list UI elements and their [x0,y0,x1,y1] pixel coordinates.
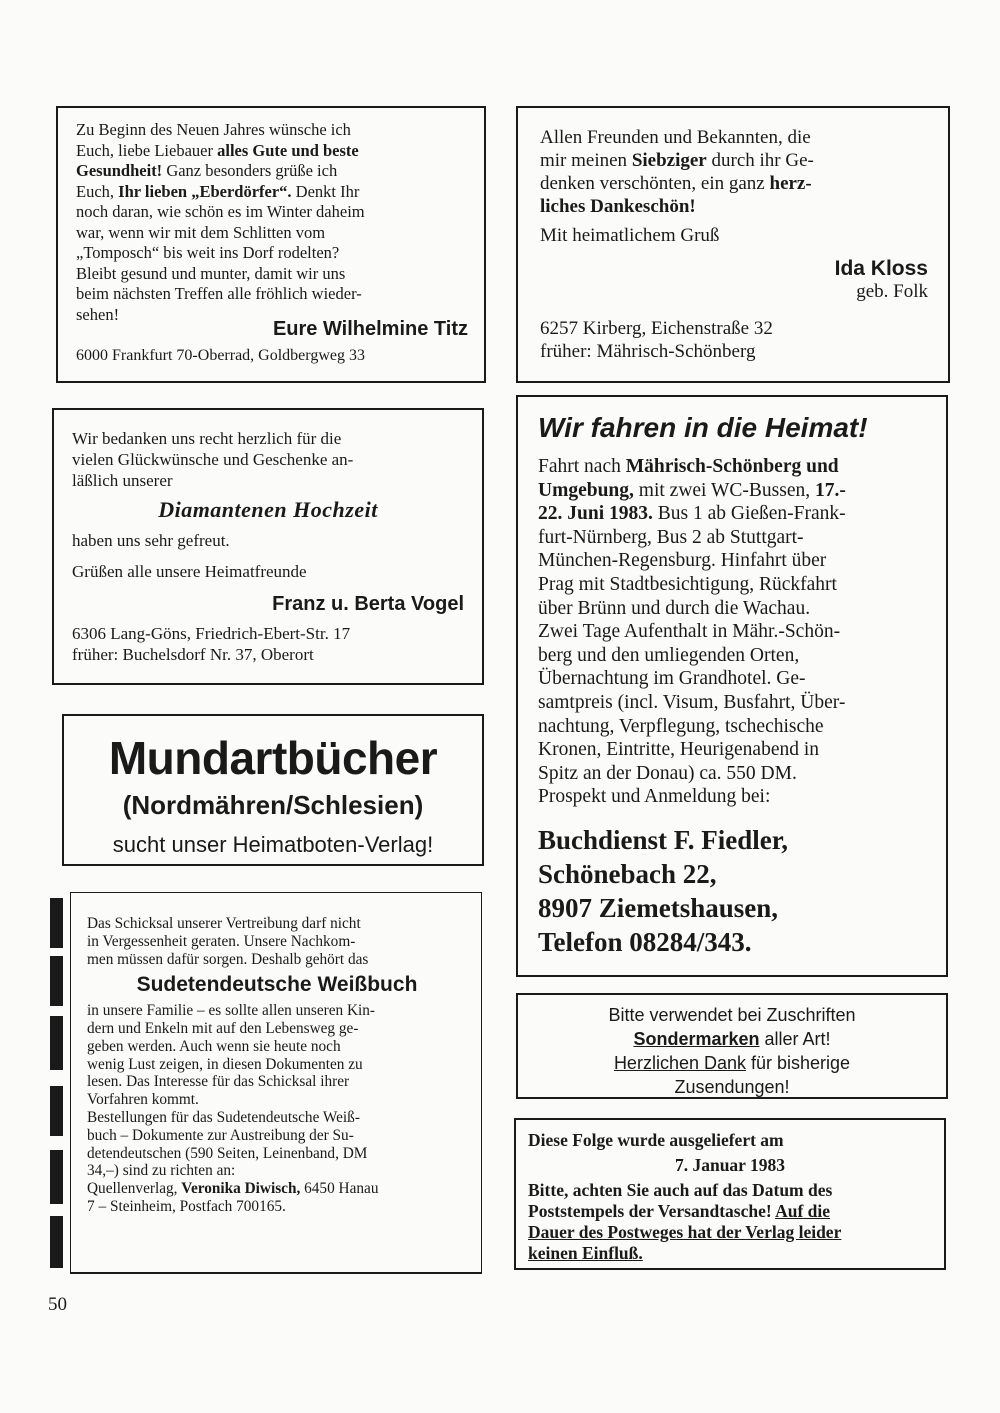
ad3-line: Wir bedanken uns recht herzlich für die [72,429,342,448]
ad3-line: läßlich unserer [72,471,173,490]
ad3-address: früher: Buchelsdorf Nr. 37, Oberort [72,645,314,664]
ad6-line: Spitz an der Donau) ca. 550 DM. [538,762,797,784]
ad2-line: denken verschönten, ein ganz herz- [540,173,812,194]
ad2-line: Mit heimatlichem Gruß [540,225,720,246]
ad1-line: sehen! [76,304,120,324]
ad1-line: Euch, liebe Liebauer alles Gute und beste [76,140,359,160]
ad1-line: „Tomposch“ bis weit ins Dorf rodelten? [76,243,340,262]
ad6-line: Umgebung, mit zwei WC-Bussen, 17.- [538,479,846,501]
ad6-line: nachtung, Verpflegung, tschechische [538,715,824,737]
ad-birthday-thanks [516,106,950,383]
ad3-signature: Franz u. Berta Vogel [272,593,464,615]
decorative-bar [50,956,63,1006]
ad8-line: Diese Folge wurde ausgeliefert am [528,1130,784,1150]
ad7-line: Sondermarken aller Art! [633,1029,831,1049]
ad6-line: über Brünn und durch die Wachau. [538,597,811,619]
ad-anniversary-thanks [52,408,484,685]
ad5-line: in unsere Familie – es sollte allen unseren Kin- [87,1002,376,1020]
ad6-contact-line: Schönebach 22, [538,858,717,889]
ad6-line: Prag mit Stadtbesichtigung, Rückfahrt [538,573,837,595]
ad3-occasion: Diamantenen Hochzeit [158,497,378,522]
ad6-line: Übernachtung im Grandhotel. Ge- [538,668,806,690]
decorative-bar [50,898,63,948]
ad1-line: Bleibt gesund und munter, damit wir uns [76,263,346,283]
ad6-contact-line: Buchdienst F. Fiedler, [538,824,789,855]
ad6-line: München-Regensburg. Hinfahrt über [538,550,827,572]
ad7-line: Herzlichen Dank für bisherige [613,1053,851,1073]
ad2-address: 6257 Kirberg, Eichenstraße 32 [540,318,773,339]
ad1-line: Gesundheit! Ganz besonders grüße ich [76,161,338,180]
ad6-line: Prospekt und Anmeldung bei: [538,786,771,808]
ad5-line: 7 – Steinheim, Postfach 700165. [87,1197,286,1215]
ad6-line: samtpreis (incl. Visum, Busfahrt, Über- [538,691,846,713]
ad3-address: 6306 Lang-Göns, Friedrich-Ebert-Str. 17 [72,624,351,643]
ad-dialect-books [62,714,484,866]
ad3-line: Grüßen alle unsere Heimatfreunde [72,562,307,581]
ad5-line: Vorfahren kommt. [87,1091,199,1109]
ad6-contact [538,823,928,959]
ad5-line: wenig Lust zeigen, in diesen Dokumenten zu [87,1055,363,1073]
ad1-line: noch daran, wie schön es im Winter daheim [76,202,365,221]
ad5-line: buch – Dokumente zur Austreibung der Su- [87,1126,354,1144]
ad5-line: lesen. Das Interesse für das Schicksal ihrer [87,1073,350,1091]
ad2-signature: Ida Kloss [834,257,928,280]
ad5-line: Das Schicksal unserer Vertreibung darf nicht [87,915,361,932]
ad1-line: war, wenn wir mit dem Schlitten vom [76,222,326,242]
decorative-bar [50,1086,63,1136]
ad1-signature: Eure Wilhelmine Titz [272,318,468,340]
ad2-line: mir meinen Siebziger durch ihr Ge- [540,150,814,171]
ad6-contact-line: 8907 Ziemetshausen, [538,892,779,923]
ad4-tagline: sucht unser Heimatboten-Verlag! [112,832,434,857]
ad-stamps-request [516,993,948,1099]
ad1-address: 6000 Frankfurt 70-Oberrad, Goldbergweg 33 [76,346,365,364]
ad8-line: keinen Einfluß. [528,1243,643,1263]
ad5-headline: Sudetendeutsche Weißbuch [136,973,418,997]
ad1-line: Euch, Ihr lieben „Eberdörfer“. Denkt Ihr [76,181,360,201]
ad7-line: Bitte verwendet bei Zuschriften [608,1005,856,1025]
ad6-line: berg und den umliegenden Orten, [538,644,800,666]
ad2-signature-maiden: geb. Folk [856,281,928,302]
ad3-line: vielen Glückwünsche und Geschenke an- [72,450,354,469]
ad4-title: Mundartbücher [108,732,438,784]
ad6-line: furt-Nürnberg, Bus 2 ab Stuttgart- [538,526,804,548]
ad6-contact-line: Telefon 08284/343. [538,926,752,957]
ad5-line: detendeutschen (590 Seiten, Leinenband, DM [87,1144,368,1162]
ad1-line: Zu Beginn des Neuen Jahres wünsche ich [76,120,351,139]
ad2-line: liches Dankeschön! [540,196,696,217]
decorative-bar [50,1016,63,1070]
ad5-line: Quellenverlag, Veronika Diwisch, 6450 Hanau [87,1180,379,1198]
ad-homeland-trip [516,395,948,977]
ad7-line: Zusendungen! [674,1077,790,1097]
ad6-line: Zwei Tage Aufenthalt in Mähr.-Schön- [538,621,841,643]
ad8-date: 7. Januar 1983 [674,1155,786,1175]
ad6-line: Kronen, Eintritte, Heurigenabend in [538,739,820,761]
decorative-bar [50,1216,63,1268]
page-number: 50 [48,1294,67,1315]
ad4-subtitle: (Nordmähren/Schlesien) [122,790,424,820]
ad5-line: geben werden. Auch wenn sie heute noch [87,1037,341,1055]
ad5-line: dern und Enkeln mit auf den Lebensweg ge- [87,1019,359,1037]
ad6-line: 22. Juni 1983. Bus 1 ab Gießen-Frank- [538,503,846,525]
ad8-line: Bitte, achten Sie auch auf das Datum des [528,1180,833,1200]
ad3-line: haben uns sehr gefreut. [72,531,230,550]
ad6-headline: Wir fahren in die Heimat! [538,412,868,443]
decorative-bar [50,1150,63,1204]
ad2-address: früher: Mährisch-Schönberg [540,341,756,362]
ad8-line: Dauer des Postweges hat der Verlag leider [528,1222,842,1242]
ad-white-book [70,892,482,1274]
ad8-line: Poststempels der Versandtasche! Auf die [528,1201,831,1221]
ad2-line: Allen Freunden und Bekannten, die [540,127,811,148]
ad6-line: Fahrt nach Mährisch-Schönberg und [538,456,839,477]
ad5-line: 34,–) sind zu richten an: [87,1162,236,1180]
ad1-line: beim nächsten Treffen alle fröhlich wieder- [76,284,362,303]
ad5-line: men müssen dafür sorgen. Deshalb gehört das [87,950,369,968]
ad5-line: in Vergessenheit geraten. Unsere Nachkom- [87,932,356,950]
ad-delivery-notice [514,1118,946,1270]
ad-new-year-greeting [56,106,486,383]
ad5-line: Bestellungen für das Sudetendeutsche Weiß- [87,1108,360,1126]
